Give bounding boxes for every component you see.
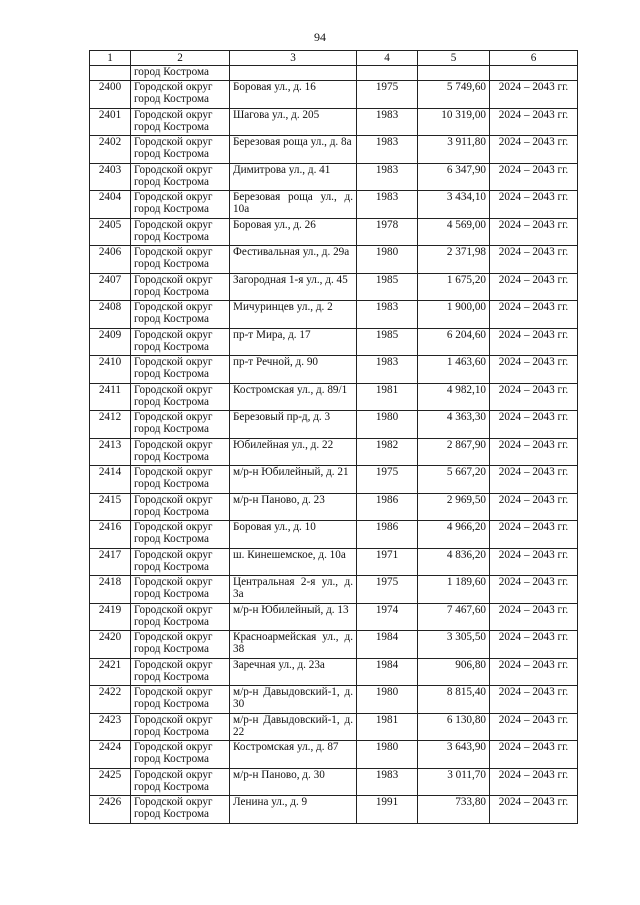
table-row <box>90 246 578 274</box>
row-number-cell: 2415 <box>90 493 131 521</box>
year-cell: 1985 <box>357 328 418 356</box>
period-cell: 2024 – 2043 гг. <box>490 273 578 301</box>
row-number-cell: 2414 <box>90 466 131 494</box>
owner-line-2: город Кострома <box>134 450 209 463</box>
table-row <box>90 301 578 329</box>
area-cell: 3 011,70 <box>418 768 490 796</box>
table-row <box>90 328 578 356</box>
year-cell: 1981 <box>357 383 418 411</box>
period-cell: 2024 – 2043 гг. <box>490 81 578 109</box>
owner-cell <box>131 136 230 164</box>
row-number-cell: 2410 <box>90 356 131 384</box>
area-cell: 3 911,80 <box>418 136 490 164</box>
owner-line-1: Городской округ <box>134 658 213 671</box>
table-row <box>90 163 578 191</box>
table-row <box>90 136 578 164</box>
owner-line-1: Городской округ <box>134 548 213 561</box>
owner-line-2: город Кострома <box>134 203 209 216</box>
owner-line-2: город Кострома <box>134 753 209 766</box>
owner-cell <box>131 218 230 246</box>
area-cell: 3 305,50 <box>418 631 490 659</box>
period-cell: 2024 – 2043 гг. <box>490 548 578 576</box>
period-cell: 2024 – 2043 гг. <box>490 246 578 274</box>
owner-line-1: Городской округ <box>134 246 213 258</box>
area-cell: 3 434,10 <box>418 191 490 219</box>
period-cell: 2024 – 2043 гг. <box>490 713 578 741</box>
year-cell: 1983 <box>357 136 418 164</box>
year-cell: 1982 <box>357 438 418 466</box>
period-cell: 2024 – 2043 гг. <box>490 741 578 769</box>
table-row <box>90 273 578 301</box>
address-cell: Березовая роща ул., д. 10а <box>230 191 357 219</box>
column-header: 2 <box>131 51 230 66</box>
year-cell: 1981 <box>357 713 418 741</box>
year-cell: 1983 <box>357 768 418 796</box>
owner-line-2: город Кострома <box>134 725 209 738</box>
owner-cell <box>131 356 230 384</box>
table-row <box>90 356 578 384</box>
continuation-num-cell <box>90 66 131 81</box>
area-cell: 733,80 <box>418 796 490 824</box>
address-cell: пр-т Мира, д. 17 <box>230 328 357 356</box>
table-row <box>90 466 578 494</box>
address-cell: Ленина ул., д. 9 <box>230 796 357 824</box>
address-cell: Загородная 1-я ул., д. 45 <box>230 273 357 301</box>
owner-line-2: город Кострома <box>134 643 209 656</box>
owner-cell <box>131 713 230 741</box>
owner-line-2: город Кострома <box>134 258 209 271</box>
area-cell: 1 675,20 <box>418 273 490 301</box>
row-number-cell: 2403 <box>90 163 131 191</box>
period-cell: 2024 – 2043 гг. <box>490 493 578 521</box>
year-cell: 1984 <box>357 631 418 659</box>
period-cell: 2024 – 2043 гг. <box>490 768 578 796</box>
table-row <box>90 576 578 604</box>
address-cell: Боровая ул., д. 10 <box>230 521 357 549</box>
owner-cell <box>131 493 230 521</box>
owner-line-1: Городской округ <box>134 383 213 396</box>
area-cell: 7 467,60 <box>418 603 490 631</box>
owner-line-2: город Кострома <box>134 478 209 491</box>
owner-line-2: город Кострома <box>134 560 209 573</box>
table-row <box>90 493 578 521</box>
row-number-cell: 2409 <box>90 328 131 356</box>
owner-cell <box>131 411 230 439</box>
area-cell: 6 347,90 <box>418 163 490 191</box>
owner-line-1: Городской округ <box>134 218 213 231</box>
owner-line-2: город Кострома <box>134 808 209 821</box>
row-number-cell: 2421 <box>90 658 131 686</box>
table-row <box>90 686 578 714</box>
row-number-cell: 2401 <box>90 108 131 136</box>
area-cell: 6 204,60 <box>418 328 490 356</box>
period-cell: 2024 – 2043 гг. <box>490 356 578 384</box>
period-cell: 2024 – 2043 гг. <box>490 218 578 246</box>
area-cell: 2 867,90 <box>418 438 490 466</box>
year-cell: 1983 <box>357 356 418 384</box>
row-number-cell: 2419 <box>90 603 131 631</box>
row-number-cell: 2412 <box>90 411 131 439</box>
continuation-owner-cell: город Кострома <box>131 66 230 81</box>
owner-cell <box>131 631 230 659</box>
address-cell: Березовый пр-д, д. 3 <box>230 411 357 439</box>
address-cell: Юбилейная ул., д. 22 <box>230 438 357 466</box>
year-cell: 1980 <box>357 741 418 769</box>
owner-line-1: Городской округ <box>134 631 213 643</box>
owner-line-1: Городской округ <box>134 493 213 506</box>
period-cell: 2024 – 2043 гг. <box>490 163 578 191</box>
owner-line-1: Городской округ <box>134 686 213 698</box>
owner-line-2: город Кострома <box>134 780 209 793</box>
owner-line-2: город Кострома <box>134 93 209 106</box>
owner-line-2: город Кострома <box>134 588 209 601</box>
owner-line-1: Городской округ <box>134 768 213 781</box>
continuation-row <box>90 66 578 81</box>
owner-line-1: Городской округ <box>134 411 213 423</box>
owner-line-1: Городской округ <box>134 136 213 148</box>
period-cell: 2024 – 2043 гг. <box>490 328 578 356</box>
year-cell: 1983 <box>357 301 418 329</box>
owner-line-1: Городской округ <box>134 713 213 726</box>
owner-line-2: город Кострома <box>134 698 209 711</box>
table-row <box>90 548 578 576</box>
owner-line-2: город Кострома <box>134 533 209 546</box>
owner-line-1: Городской округ <box>134 356 213 368</box>
period-cell: 2024 – 2043 гг. <box>490 603 578 631</box>
period-cell: 2024 – 2043 гг. <box>490 796 578 824</box>
page-number: 94 <box>314 30 326 44</box>
owner-line-2: город Кострома <box>134 340 209 353</box>
owner-line-1: Городской округ <box>134 328 213 341</box>
area-cell: 1 900,00 <box>418 301 490 329</box>
table-row <box>90 603 578 631</box>
row-number-cell: 2404 <box>90 191 131 219</box>
address-cell: Боровая ул., д. 16 <box>230 81 357 109</box>
address-cell: Центральная 2-я ул., д. 3а <box>230 576 357 604</box>
table-body <box>90 51 578 824</box>
area-cell: 4 966,20 <box>418 521 490 549</box>
owner-cell <box>131 81 230 109</box>
table-row <box>90 108 578 136</box>
owner-cell <box>131 191 230 219</box>
owner-line-2: город Кострома <box>134 670 209 683</box>
owner-cell <box>131 108 230 136</box>
period-cell: 2024 – 2043 гг. <box>490 191 578 219</box>
address-cell: пр-т Речной, д. 90 <box>230 356 357 384</box>
owner-line-2: город Кострома <box>134 148 209 161</box>
owner-line-1: Городской округ <box>134 466 213 478</box>
owner-line-1: Городской округ <box>134 576 213 588</box>
year-cell: 1983 <box>357 108 418 136</box>
row-number-cell: 2413 <box>90 438 131 466</box>
column-header: 6 <box>490 51 578 66</box>
table-row <box>90 658 578 686</box>
column-header: 3 <box>230 51 357 66</box>
owner-cell <box>131 521 230 549</box>
address-cell: Костромская ул., д. 89/1 <box>230 383 357 411</box>
table-row <box>90 81 578 109</box>
address-cell: м/р-н Юбилейный, д. 21 <box>230 466 357 494</box>
period-cell: 2024 – 2043 гг. <box>490 466 578 494</box>
row-number-cell: 2411 <box>90 383 131 411</box>
owner-cell <box>131 466 230 494</box>
column-header: 5 <box>418 51 490 66</box>
table-row <box>90 521 578 549</box>
address-cell: Костромская ул., д. 87 <box>230 741 357 769</box>
owner-line-2: город Кострома <box>134 285 209 298</box>
address-cell: ш. Кинешемское, д. 10а <box>230 548 357 576</box>
owner-line-2: город Кострома <box>134 368 209 381</box>
owner-line-1: Городской округ <box>134 796 213 808</box>
year-cell: 1975 <box>357 466 418 494</box>
area-cell: 1 189,60 <box>418 576 490 604</box>
owner-line-2: город Кострома <box>134 175 209 188</box>
owner-cell <box>131 383 230 411</box>
owner-cell <box>131 163 230 191</box>
address-cell: Мичуринцев ул., д. 2 <box>230 301 357 329</box>
area-cell: 4 363,30 <box>418 411 490 439</box>
owner-line-1: Городской округ <box>134 81 213 93</box>
address-cell: Димитрова ул., д. 41 <box>230 163 357 191</box>
period-cell: 2024 – 2043 гг. <box>490 521 578 549</box>
owner-cell <box>131 246 230 274</box>
table-row <box>90 191 578 219</box>
owner-line-2: город Кострома <box>134 395 209 408</box>
area-cell: 2 371,98 <box>418 246 490 274</box>
period-cell: 2024 – 2043 гг. <box>490 438 578 466</box>
address-cell: Заречная ул., д. 23а <box>230 658 357 686</box>
continuation-address-cell <box>230 66 357 81</box>
period-cell: 2024 – 2043 гг. <box>490 301 578 329</box>
year-cell: 1984 <box>357 658 418 686</box>
address-cell: Боровая ул., д. 26 <box>230 218 357 246</box>
address-cell: м/р-н Паново, д. 30 <box>230 768 357 796</box>
period-cell: 2024 – 2043 гг. <box>490 383 578 411</box>
owner-line-1: Городской округ <box>134 163 213 176</box>
area-cell: 3 643,90 <box>418 741 490 769</box>
area-cell: 4 982,10 <box>418 383 490 411</box>
row-number-cell: 2416 <box>90 521 131 549</box>
year-cell: 1975 <box>357 81 418 109</box>
year-cell: 1985 <box>357 273 418 301</box>
owner-line-2: город Кострома <box>134 505 209 518</box>
owner-cell <box>131 548 230 576</box>
row-number-cell: 2426 <box>90 796 131 824</box>
address-cell: м/р-н Паново, д. 23 <box>230 493 357 521</box>
row-number-cell: 2402 <box>90 136 131 164</box>
row-number-cell: 2423 <box>90 713 131 741</box>
period-cell: 2024 – 2043 гг. <box>490 411 578 439</box>
year-cell: 1980 <box>357 246 418 274</box>
owner-line-1: Городской округ <box>134 741 213 753</box>
address-cell: Шагова ул., д. 205 <box>230 108 357 136</box>
row-number-cell: 2406 <box>90 246 131 274</box>
year-cell: 1986 <box>357 521 418 549</box>
owner-line-2: город Кострома <box>134 313 209 326</box>
area-cell: 8 815,40 <box>418 686 490 714</box>
row-number-cell: 2407 <box>90 273 131 301</box>
year-cell: 1978 <box>357 218 418 246</box>
owner-cell <box>131 741 230 769</box>
owner-cell <box>131 576 230 604</box>
year-cell: 1980 <box>357 686 418 714</box>
owner-line-1: Городской округ <box>134 108 213 121</box>
owner-line-1: Городской округ <box>134 301 213 313</box>
year-cell: 1983 <box>357 163 418 191</box>
year-cell: 1986 <box>357 493 418 521</box>
period-cell: 2024 – 2043 гг. <box>490 576 578 604</box>
continuation-year-cell <box>357 66 418 81</box>
owner-cell <box>131 273 230 301</box>
table-row <box>90 438 578 466</box>
period-cell: 2024 – 2043 гг. <box>490 108 578 136</box>
owner-line-1: Городской округ <box>134 603 213 616</box>
table-row <box>90 796 578 824</box>
year-cell: 1991 <box>357 796 418 824</box>
period-cell: 2024 – 2043 гг. <box>490 686 578 714</box>
owner-line-1: Городской округ <box>134 521 213 533</box>
owner-cell <box>131 658 230 686</box>
owner-line-1: Городской округ <box>134 438 213 451</box>
owner-line-1: Городской округ <box>134 191 213 203</box>
owner-cell <box>131 796 230 824</box>
column-header: 1 <box>90 51 131 66</box>
table-row <box>90 383 578 411</box>
address-cell: м/р-н Давыдовский-1, д. 30 <box>230 686 357 714</box>
area-cell: 5 667,20 <box>418 466 490 494</box>
address-cell: Фестивальная ул., д. 29а <box>230 246 357 274</box>
area-cell: 6 130,80 <box>418 713 490 741</box>
row-number-cell: 2417 <box>90 548 131 576</box>
row-number-cell: 2405 <box>90 218 131 246</box>
table-row <box>90 768 578 796</box>
address-cell: Красноармейская ул., д. 38 <box>230 631 357 659</box>
period-cell: 2024 – 2043 гг. <box>490 136 578 164</box>
owner-line-2: город Кострома <box>134 423 209 436</box>
owner-cell <box>131 328 230 356</box>
row-number-cell: 2424 <box>90 741 131 769</box>
table-row <box>90 631 578 659</box>
address-cell: м/р-н Юбилейный, д. 13 <box>230 603 357 631</box>
table-row <box>90 218 578 246</box>
row-number-cell: 2418 <box>90 576 131 604</box>
area-cell: 10 319,00 <box>418 108 490 136</box>
registry-table <box>89 50 578 824</box>
owner-cell <box>131 768 230 796</box>
year-cell: 1974 <box>357 603 418 631</box>
year-cell: 1971 <box>357 548 418 576</box>
owner-cell <box>131 301 230 329</box>
period-cell: 2024 – 2043 гг. <box>490 631 578 659</box>
area-cell: 4 569,00 <box>418 218 490 246</box>
row-number-cell: 2422 <box>90 686 131 714</box>
owner-line-2: город Кострома <box>134 615 209 628</box>
owner-line-2: город Кострома <box>134 230 209 243</box>
continuation-period-cell <box>490 66 578 81</box>
table-row <box>90 713 578 741</box>
table-row <box>90 741 578 769</box>
address-cell: м/р-н Давыдовский-1, д. 22 <box>230 713 357 741</box>
owner-cell <box>131 686 230 714</box>
owner-line-1: Городской округ <box>134 273 213 286</box>
year-cell: 1975 <box>357 576 418 604</box>
period-cell: 2024 – 2043 гг. <box>490 658 578 686</box>
area-cell: 906,80 <box>418 658 490 686</box>
row-number-cell: 2425 <box>90 768 131 796</box>
row-number-cell: 2420 <box>90 631 131 659</box>
year-cell: 1983 <box>357 191 418 219</box>
owner-cell <box>131 438 230 466</box>
header-row <box>90 51 578 66</box>
area-cell: 5 749,60 <box>418 81 490 109</box>
row-number-cell: 2408 <box>90 301 131 329</box>
year-cell: 1980 <box>357 411 418 439</box>
area-cell: 4 836,20 <box>418 548 490 576</box>
address-cell: Березовая роща ул., д. 8а <box>230 136 357 164</box>
table-row <box>90 411 578 439</box>
owner-cell <box>131 603 230 631</box>
area-cell: 2 969,50 <box>418 493 490 521</box>
column-header: 4 <box>357 51 418 66</box>
area-cell: 1 463,60 <box>418 356 490 384</box>
owner-line-2: город Кострома <box>134 120 209 133</box>
row-number-cell: 2400 <box>90 81 131 109</box>
continuation-area-cell <box>418 66 490 81</box>
